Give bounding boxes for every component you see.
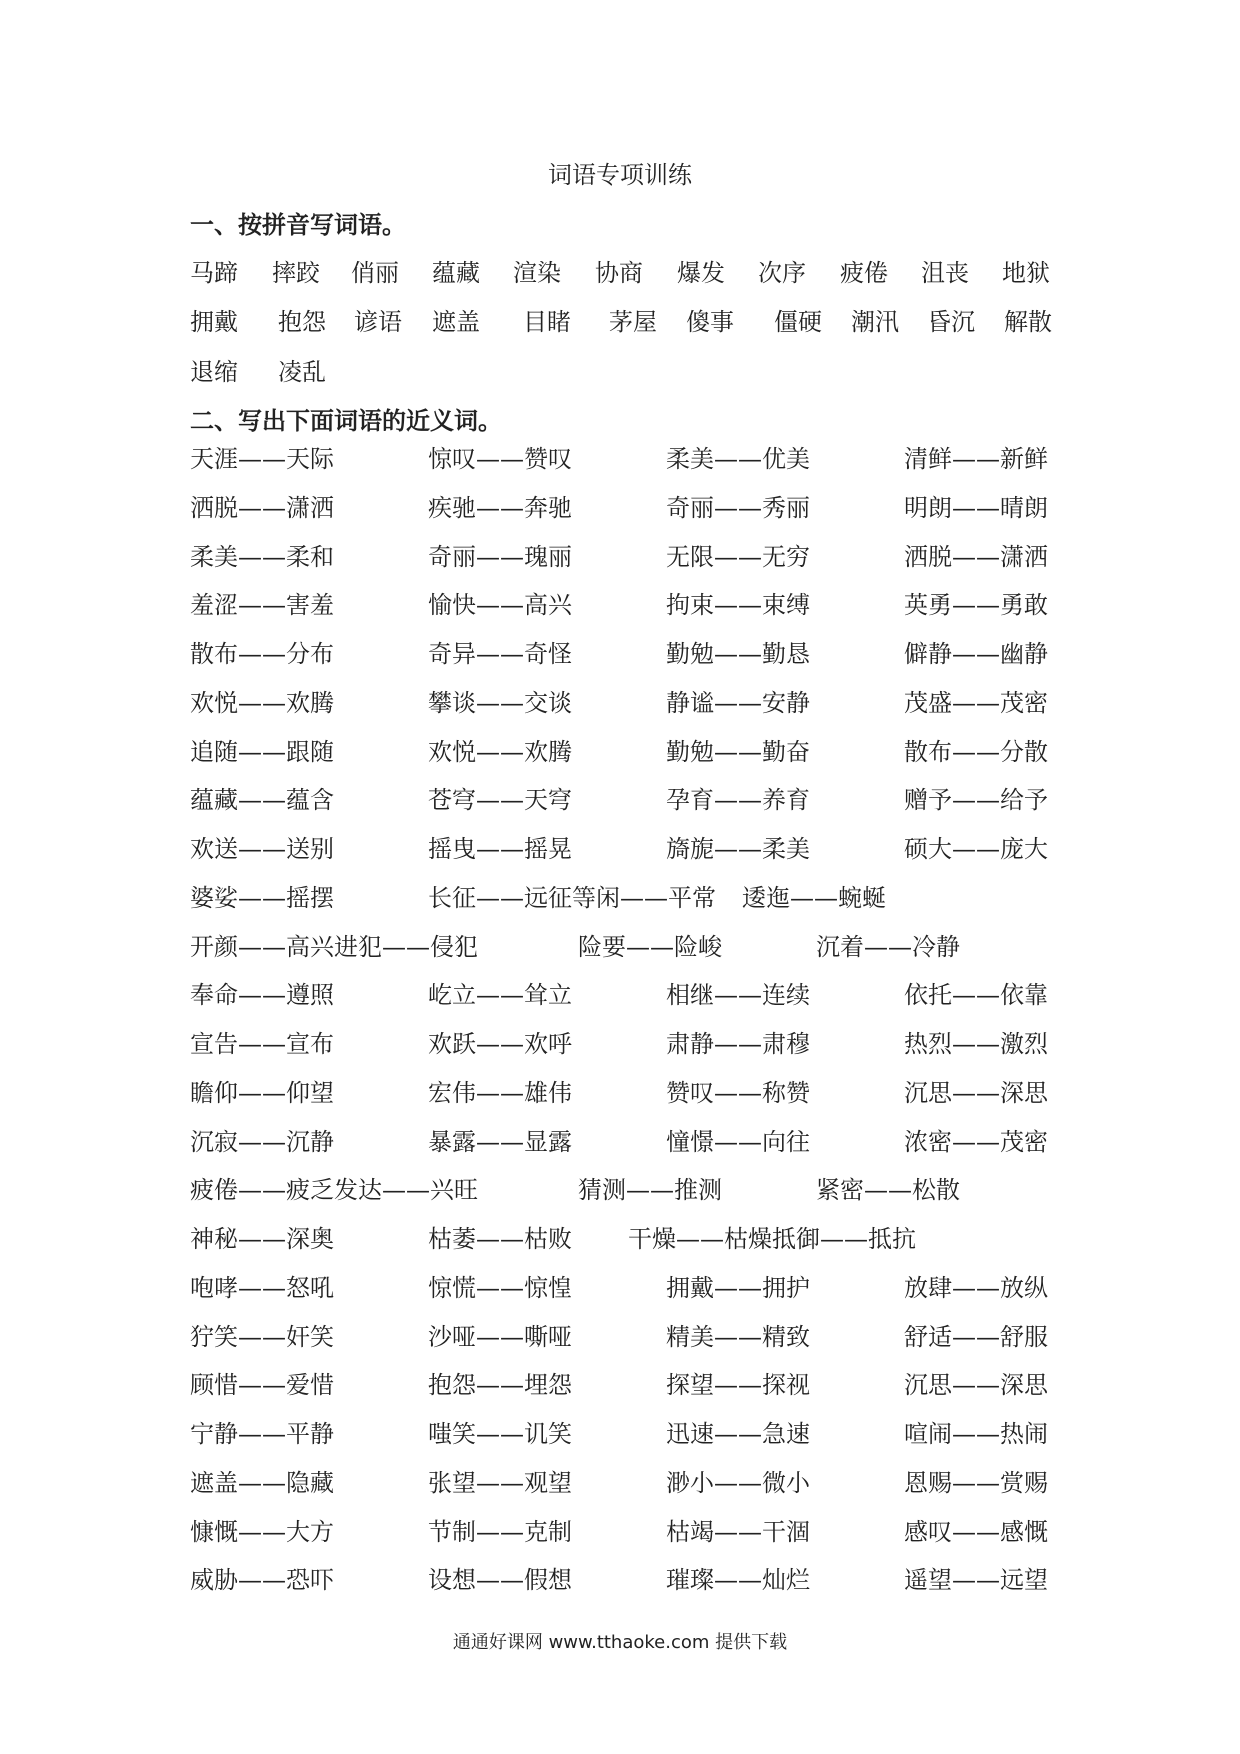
synonym-pair: 英勇——勇敢: [904, 591, 1048, 619]
synonym-pair: 惊慌——惊惶: [428, 1274, 572, 1302]
synonym-pair: 憧憬——向往: [666, 1128, 810, 1156]
section-2-heading: 二、写出下面词语的近义词。: [190, 407, 502, 435]
word: 次序: [758, 259, 806, 287]
word: 渲染: [513, 259, 561, 287]
synonym-pair: 赞叹——称赞: [666, 1079, 810, 1107]
synonym-pair: 苍穹——天穹: [428, 786, 572, 814]
word: 昏沉: [927, 308, 975, 336]
synonym-pair: 沉着——冷静: [816, 933, 960, 961]
word: 凌乱: [278, 358, 326, 386]
synonym-pair: 沙哑——嘶哑: [428, 1323, 572, 1351]
word: 地狱: [1002, 259, 1050, 287]
synonym-pair: 欢跃——欢呼: [428, 1030, 572, 1058]
synonym-pair: 奇异——奇怪: [428, 640, 572, 668]
synonym-pair: 枯竭——干涸: [666, 1518, 810, 1546]
synonym-pair: 柔美——柔和: [190, 543, 334, 571]
synonym-pair: 威胁——恐吓: [190, 1566, 334, 1594]
synonym-pair: 拘束——束缚: [666, 591, 810, 619]
synonym-pair: 勤勉——勤恳: [666, 640, 810, 668]
word: 抱怨: [278, 308, 326, 336]
synonym-pair: 宏伟——雄伟: [428, 1079, 572, 1107]
word: 解散: [1004, 308, 1052, 336]
synonym-pair: 奇丽——瑰丽: [428, 543, 572, 571]
word: 傻事: [686, 308, 734, 336]
synonym-pair: 硕大——庞大: [904, 835, 1048, 863]
synonym-pair: 狞笑——奸笑: [190, 1323, 334, 1351]
word: 摔跤: [272, 259, 320, 287]
synonym-pair: 欢送——送别: [190, 835, 334, 863]
synonym-pair: 感叹——感慨: [904, 1518, 1048, 1546]
word: 遮盖: [432, 308, 480, 336]
synonym-pair: 设想——假想: [428, 1566, 572, 1594]
synonym-pair: 顾惜——爱惜: [190, 1371, 334, 1399]
word: 潮汛: [851, 308, 899, 336]
synonym-pair: 宁静——平静: [190, 1420, 334, 1448]
synonym-pair: 险要——险峻: [578, 933, 722, 961]
synonym-pair: 舒适——舒服: [904, 1323, 1048, 1351]
synonym-pair: 散布——分布: [190, 640, 334, 668]
synonym-pair: 茂盛——茂密: [904, 689, 1048, 717]
word: 爆发: [677, 259, 725, 287]
synonym-pair: 渺小——微小: [666, 1469, 810, 1497]
synonym-pair: 洒脱——潇洒: [904, 543, 1048, 571]
synonym-pair: 奇丽——秀丽: [666, 494, 810, 522]
synonym-pair: 相继——连续: [666, 981, 810, 1009]
synonym-pair: 咆哮——怒吼: [190, 1274, 334, 1302]
synonym-pair: 喧闹——热闹: [904, 1420, 1048, 1448]
word: 协商: [595, 259, 643, 287]
synonym-pair: 宣告——宣布: [190, 1030, 334, 1058]
synonym-pair: 屹立——耸立: [428, 981, 572, 1009]
synonym-pair: 热烈——激烈: [904, 1030, 1048, 1058]
synonym-pair: 枯萎——枯败: [428, 1225, 572, 1253]
synonym-pair: 猜测——推测: [578, 1176, 722, 1204]
synonym-pair: 开颜——高兴进犯——侵犯: [190, 933, 478, 961]
synonym-pair: 依托——依靠: [904, 981, 1048, 1009]
synonym-pair: 浓密——茂密: [904, 1128, 1048, 1156]
synonym-pair: 璀璨——灿烂: [666, 1566, 810, 1594]
synonym-pair: 欢悦——欢腾: [428, 738, 572, 766]
synonym-pair: 抱怨——埋怨: [428, 1371, 572, 1399]
synonym-pair: 嗤笑——讥笑: [428, 1420, 572, 1448]
synonym-pair: 恩赐——赏赐: [904, 1469, 1048, 1497]
synonym-pair: 勤勉——勤奋: [666, 738, 810, 766]
synonym-pair: 疾驰——奔驰: [428, 494, 572, 522]
synonym-pair: 静谧——安静: [666, 689, 810, 717]
synonym-pair: 婆娑——摇摆: [190, 884, 334, 912]
synonym-pair: 张望——观望: [428, 1469, 572, 1497]
synonym-pair: 羞涩——害羞: [190, 591, 334, 619]
synonym-pair: 长征——远征等闲——平常: [428, 884, 716, 912]
synonym-pair: 僻静——幽静: [904, 640, 1048, 668]
synonym-pair: 摇曳——摇晃: [428, 835, 572, 863]
synonym-pair: 散布——分散: [904, 738, 1048, 766]
section-1-heading: 一、按拼音写词语。: [190, 211, 406, 239]
synonym-pair: 明朗——晴朗: [904, 494, 1048, 522]
synonym-pair: 惊叹——赞叹: [428, 445, 572, 473]
synonym-pair: 追随——跟随: [190, 738, 334, 766]
synonym-pair: 赠予——给予: [904, 786, 1048, 814]
synonym-pair: 探望——探视: [666, 1371, 810, 1399]
synonym-pair: 精美——精致: [666, 1323, 810, 1351]
synonym-pair: 放肆——放纵: [904, 1274, 1048, 1302]
synonym-pair: 遮盖——隐藏: [190, 1469, 334, 1497]
synonym-pair: 神秘——深奥: [190, 1225, 334, 1253]
page-title: 词语专项训练: [548, 161, 692, 189]
synonym-pair: 清鲜——新鲜: [904, 445, 1048, 473]
synonym-pair: 迅速——急速: [666, 1420, 810, 1448]
word: 退缩: [190, 358, 238, 386]
synonym-pair: 无限——无穷: [666, 543, 810, 571]
word: 僵硬: [774, 308, 822, 336]
synonym-pair: 旖旎——柔美: [666, 835, 810, 863]
synonym-pair: 疲倦——疲乏发达——兴旺: [190, 1176, 478, 1204]
synonym-pair: 欢悦——欢腾: [190, 689, 334, 717]
synonym-pair: 孕育——养育: [666, 786, 810, 814]
word: 目睹: [523, 308, 571, 336]
synonym-pair: 柔美——优美: [666, 445, 810, 473]
page-footer: 通通好课网 www.tthaoke.com 提供下载: [452, 1632, 788, 1653]
synonym-pair: 肃静——肃穆: [666, 1030, 810, 1058]
synonym-pair: 天涯——天际: [190, 445, 334, 473]
word: 拥戴: [190, 308, 238, 336]
word: 疲倦: [840, 259, 888, 287]
synonym-pair: 洒脱——潇洒: [190, 494, 334, 522]
word: 马蹄: [190, 259, 238, 287]
synonym-pair: 蕴藏——蕴含: [190, 786, 334, 814]
synonym-pair: 瞻仰——仰望: [190, 1079, 334, 1107]
synonym-pair: 干燥——枯燥抵御——抵抗: [628, 1225, 916, 1253]
synonym-pair: 节制——克制: [428, 1518, 572, 1546]
synonym-pair: 沉寂——沉静: [190, 1128, 334, 1156]
synonym-pair: 遥望——远望: [904, 1566, 1048, 1594]
synonym-pair: 奉命——遵照: [190, 981, 334, 1009]
synonym-pair: 紧密——松散: [816, 1176, 960, 1204]
synonym-pair: 暴露——显露: [428, 1128, 572, 1156]
synonym-pair: 沉思——深思: [904, 1079, 1048, 1107]
synonym-pair: 沉思——深思: [904, 1371, 1048, 1399]
word: 谚语: [354, 308, 402, 336]
synonym-pair: 慷慨——大方: [190, 1518, 334, 1546]
word: 蕴藏: [432, 259, 480, 287]
word: 茅屋: [609, 308, 657, 336]
word: 俏丽: [351, 259, 399, 287]
synonym-pair: 拥戴——拥护: [666, 1274, 810, 1302]
synonym-pair: 攀谈——交谈: [428, 689, 572, 717]
synonym-pair: 愉快——高兴: [428, 591, 572, 619]
word: 沮丧: [921, 259, 969, 287]
synonym-pair: 逶迤——蜿蜒: [742, 884, 886, 912]
